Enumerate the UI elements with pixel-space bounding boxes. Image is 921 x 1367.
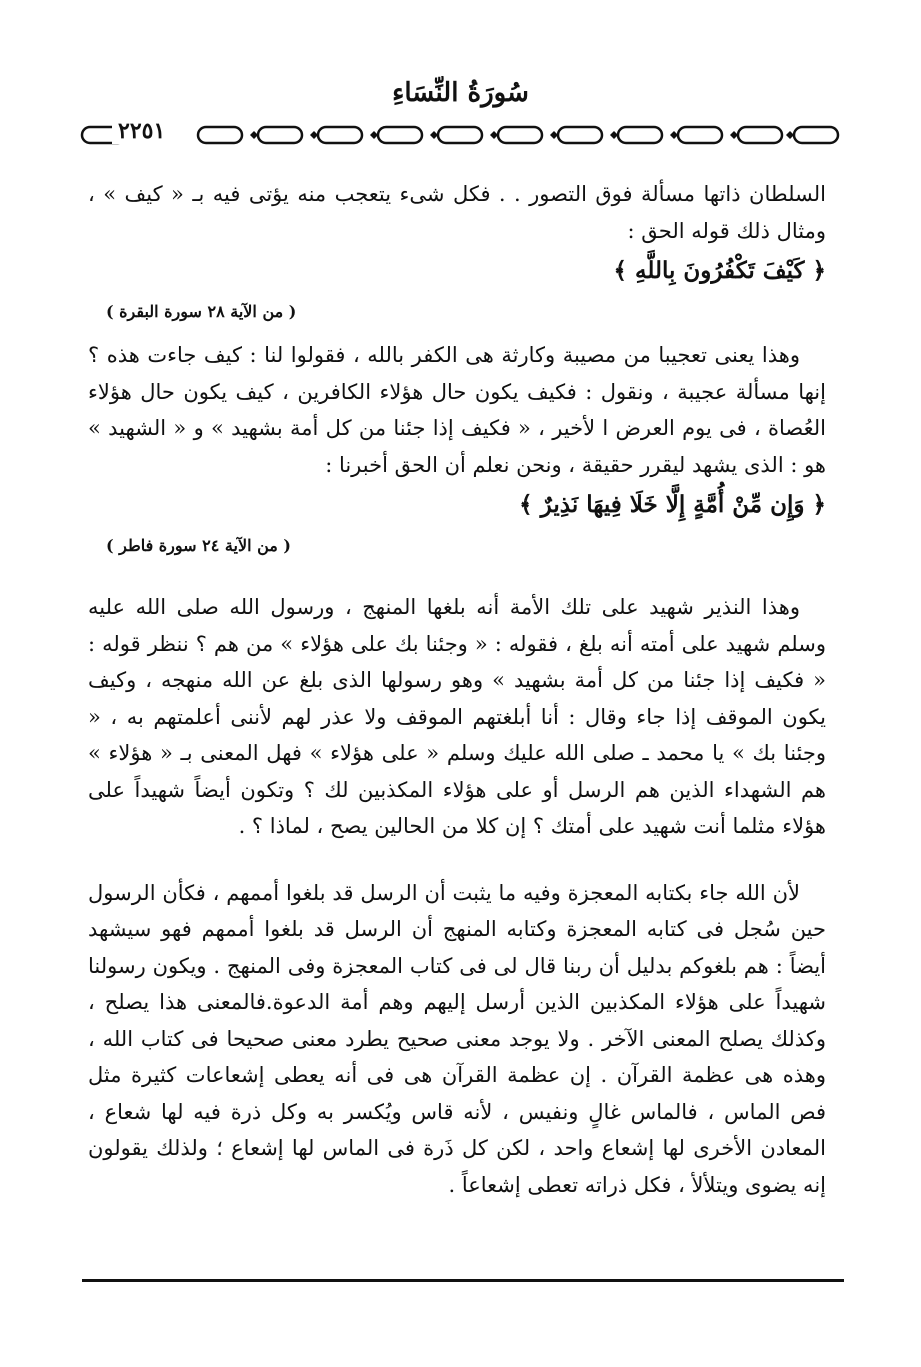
verse-citation-2: ( من الآية ٢٤ سورة فاطر ) bbox=[106, 536, 291, 555]
verse-citation-1: ( من الآية ٢٨ سورة البقرة ) bbox=[106, 302, 297, 321]
spacer bbox=[88, 845, 826, 875]
quran-verse-1: ﴿ كَيْفَ تَكْفُرُونَ بِاللَّهِ ﴾ bbox=[613, 257, 826, 284]
text-body bbox=[88, 176, 826, 1203]
footer-rule bbox=[82, 1279, 844, 1282]
paragraph-4: لأن الله جاء بكتابه المعجزة وفيه ما يثبت أن الرسل قد بلغوا أممهم ، فكأن الرسول حين سُجل فى كتابه المعجزة وكتابه المنهج أن الرسل قد بلغوا أممهم فهو سيشهد أيضاً : هم بلغوكم بدليل أن ربنا قال لى فى كتاب المعجزة وفى المنهج . ويكون رسولنا شهيداً على هؤلاء المكذبين الذين أرسل إليهم وهم أمة الدعوة.فالمعنى هذا يصلح ، وكذلك يصلح المعنى الآخر . ولا يوجد معنى صحيح يطرد معنى صحيحا فى كتاب الله ، وهذه هى عظمة القرآن . إن عظمة القرآن هى فى أنه يعطى إشعاعات كثيرة مثل فص الماس ، فالماس غالٍ ونفيس ، لأنه قاس ويُكسر به وكل ذرة فيه لها شعاع ، المعادن الأخرى لها إشعاع واحد ، لكن كل ذَرة فى الماس لها إشعاع ؛ ولذلك يقولون إنه يضوى ويتلألأ ، فكل ذراته تعطى إشعاعاً . bbox=[88, 880, 826, 1197]
surah-title: سُورَةُ النِّسَاءِ bbox=[392, 78, 529, 108]
paragraph-1: السلطان ذاتها مسألة فوق التصور . . فكل شىء يتعجب منه يؤتى فيه بـ « كيف » ، ومثال ذلك قوله الحق : bbox=[88, 182, 826, 243]
spacer bbox=[88, 571, 826, 589]
page-number: ٢٢٥١ bbox=[112, 118, 171, 144]
quran-verse-2: ﴿ وَإِن مِّنْ أُمَّةٍ إِلَّا خَلَا فِيهَا نَذِيرٌ ﴾ bbox=[519, 491, 826, 518]
ornamental-header-border bbox=[80, 122, 840, 148]
paragraph-3: وهذا النذير شهيد على تلك الأمة أنه بلغها المنهج ، ورسول الله صلى الله عليه وسلم شهيد على أمته أنه بلغ ، فقوله : « وجئنا بك على هؤلاء » من هم ؟ ننظر قوله : « فكيف إذا جئنا من كل أمة بشهيد » وهو رسولها الذى بلغ عن الله منهجه ، وكيف يكون الموقف إذا جاء وقال : أنا أبلغتهم الموقف ولا عذر لهم لأننى أعلمتهم به ، « وجئنا بك » يا محمد ـ صلى الله عليك وسلم « على هؤلاء » فهل المعنى بـ « هؤلاء » هم الشهداء الذين هم الرسل أو على هؤلاء المكذبين لك ؟ وتكون أيضاً شهيداً على هؤلاء مثلما أنت شهيد على أمتك ؟ إن كلا من الحالين يصح ، لماذا ؟ . bbox=[88, 595, 826, 838]
paragraph-2: وهذا يعنى تعجيبا من مصيبة وكارثة هى الكفر بالله ، فقولوا لنا : كيف جاءت هذه ؟ إنها مسألة عجيبة ، ونقول : فكيف يكون حال هؤلاء الكافرين ، كيف يكون حال هؤلاء العُصاة ، فى يوم العرض ا لأخير ، « فكيف إذا جئنا من كل أمة بشهيد » و « الشهيد » هو : الذى يشهد ليقرر حقيقة ، ونحن نعلم أن الحق أخبرنا : bbox=[88, 343, 826, 477]
